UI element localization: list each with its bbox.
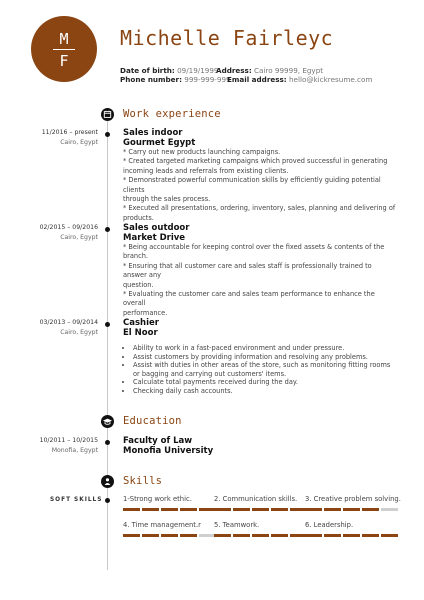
graduation-cap-icon [101, 415, 114, 428]
dob-label: Date of birth: [120, 66, 175, 75]
phone-label: Phone number: [120, 75, 182, 84]
address-label: Address: [216, 66, 252, 75]
skill-level-segment [161, 534, 178, 537]
skill-level-segment [271, 534, 288, 537]
job-bullets [123, 344, 393, 396]
entry-dates: 11/2016 – present [41, 129, 98, 136]
skill-level-segment [180, 508, 197, 511]
initial-first: M [59, 30, 69, 48]
skill-level-segment [233, 534, 250, 537]
desc-line: * Evaluating the customer care and sales team performance to enhance the [123, 290, 375, 299]
skill-level-segment [343, 508, 360, 511]
skill-level-bar [214, 534, 307, 537]
skill-level-segment [252, 508, 269, 511]
timeline-dot [105, 132, 110, 137]
desc-line: * Created targeted marketing campaigns which proved successful in generating [123, 157, 388, 166]
skill-name: 3. Creative problem solving. [305, 495, 401, 503]
skill-level-segment [324, 508, 341, 511]
skill-level-segment [161, 508, 178, 511]
skill-level-segment [233, 508, 250, 511]
skill-level-segment [180, 534, 197, 537]
list-item: or bagging and carrying out customers' items. [133, 369, 287, 378]
skill-level-segment [305, 534, 322, 537]
list-item: • Checking daily cash accounts. [133, 387, 393, 396]
skill-name: 5. Teamwork. [214, 521, 260, 529]
skill-name: 1-Strong work ethic. [123, 495, 192, 503]
section-title-skills: Skills [123, 475, 163, 487]
phone-line [120, 75, 231, 84]
initial-last: F [59, 52, 69, 70]
entry-dates: 03/2013 – 09/2014 [39, 319, 98, 326]
desc-line: performance. [123, 308, 168, 317]
list-item: • Ability to work in a fast-paced environment and under pressure. [133, 344, 393, 353]
entry-location: Cairo, Egypt [60, 234, 98, 241]
entry-location: Cairo, Egypt [60, 329, 98, 336]
degree: Faculty of Law [123, 436, 193, 446]
desc-line: * Being accountable for keeping control over the fixed assets & contents of the [123, 243, 385, 251]
skill-name: 4. Time management.r [123, 521, 201, 529]
skill-level-segment [271, 508, 288, 511]
skill-item [214, 521, 307, 537]
entry-dates: 10/2011 – 10/2015 [39, 437, 98, 444]
skill-level-segment [214, 534, 231, 537]
skill-level-segment [305, 508, 322, 511]
timeline-dot [105, 440, 110, 445]
desc-line: answer any [123, 271, 162, 280]
desc-line: incoming leads and referrals from existing clients. [123, 166, 289, 175]
skill-item [123, 495, 216, 511]
desc-line: question. [123, 280, 154, 289]
dob-line [120, 66, 219, 75]
employer: Market Drive [123, 233, 186, 243]
skill-level-segment [142, 508, 159, 511]
school: Monofia University [123, 446, 214, 456]
skill-level-bar [123, 534, 216, 537]
skill-item [214, 495, 307, 511]
skill-level-segment [362, 508, 379, 511]
email-line [227, 75, 372, 84]
skill-level-segment [381, 508, 398, 511]
desc-line: overall [123, 299, 146, 308]
candidate-name: Michelle Fairleyc [120, 26, 334, 50]
entry-location: Cairo, Egypt [60, 139, 98, 146]
skill-level-bar [123, 508, 216, 511]
skill-item [305, 521, 398, 537]
job-title: Sales outdoor [123, 223, 190, 233]
email-label: Email address: [227, 75, 287, 84]
job-title: Sales indoor [123, 128, 183, 138]
entry-location: Monofia, Egypt [51, 447, 98, 454]
skill-level-segment [123, 534, 140, 537]
calendar-icon [101, 108, 114, 121]
skill-level-segment [362, 534, 379, 537]
skill-level-segment [324, 534, 341, 537]
skill-level-bar [305, 508, 401, 511]
address-value: Cairo 99999, Egypt [254, 66, 324, 75]
timeline-dot [105, 498, 110, 503]
employer: El Noor [123, 328, 158, 338]
address-line [216, 66, 323, 75]
skill-level-bar [214, 508, 307, 511]
job-description [123, 148, 396, 223]
desc-line: * Demonstrated powerful communication skills by efficiently guiding potential [123, 176, 381, 185]
skill-level-bar [305, 534, 398, 537]
monogram-divider [53, 49, 75, 50]
list-item: • Assist with duties in other areas of the store, such as monitoring fitting rooms [133, 361, 393, 370]
skill-name: 6. Leadership. [305, 521, 354, 529]
section-title-work: Work experience [123, 108, 221, 120]
skill-level-segment [252, 534, 269, 537]
skill-level-segment [214, 508, 231, 511]
monogram [31, 16, 97, 82]
list-item: • Calculate total payments received during the day. [133, 378, 393, 387]
desc-line: * Executed all presentations, ordering, inventory, sales, planning and delivering of [123, 204, 396, 213]
skill-name: 2. Communication skills. [214, 495, 298, 503]
desc-line: products. [123, 213, 154, 222]
entry-dates: 02/2015 – 09/2016 [39, 224, 98, 231]
dob-value: 09/19/1999 [177, 66, 219, 75]
skill-level-segment [381, 534, 398, 537]
email-value[interactable]: hello@kickresume.com [288, 75, 373, 84]
desc-line: clients [123, 185, 145, 194]
desc-line: * Carry out new products launching campaigns. [123, 148, 281, 156]
timeline-dot [105, 227, 110, 232]
person-icon [101, 475, 114, 488]
section-title-education: Education [123, 415, 182, 427]
desc-line: through the sales process. [123, 195, 211, 204]
job-title: Cashier [123, 318, 159, 328]
skill-item [123, 521, 216, 537]
phone-value: 999-999-999 [184, 75, 231, 84]
skill-level-segment [123, 508, 140, 511]
employer: Gourmet Egypt [123, 138, 196, 148]
skill-item [305, 495, 401, 511]
skills-category: SOFT SKILLS [50, 497, 103, 503]
desc-line: branch. [123, 252, 149, 261]
desc-line: * Ensuring that all customer care and sales staff is professionally trained to [123, 261, 372, 270]
list-item: • Assist customers by providing information and resolving any problems. [133, 353, 393, 362]
job-description [123, 243, 385, 318]
timeline-dot [105, 322, 110, 327]
skill-level-segment [142, 534, 159, 537]
skill-level-segment [343, 534, 360, 537]
